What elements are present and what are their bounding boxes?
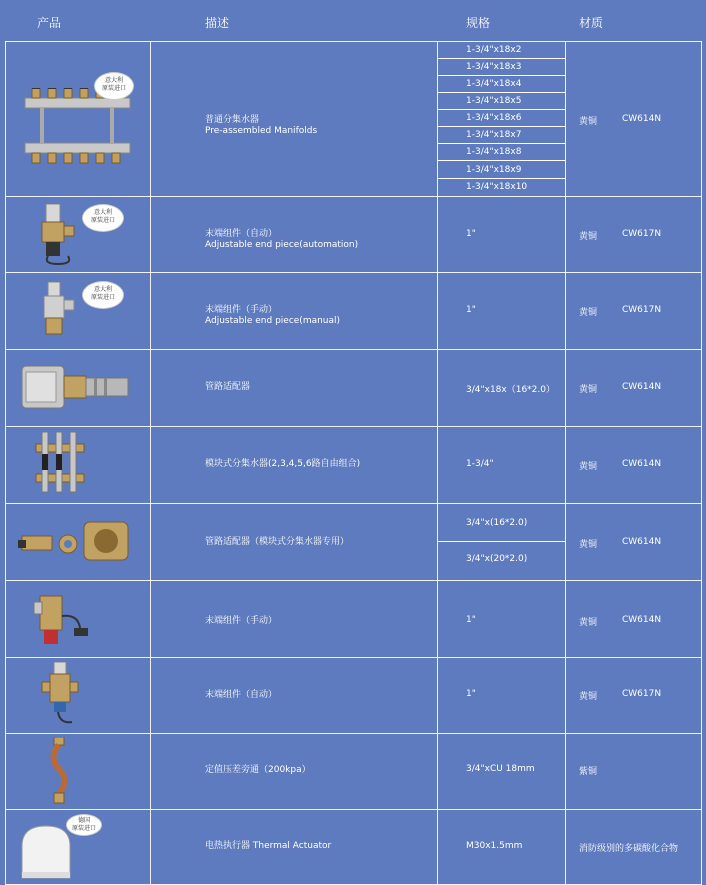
spec-value: 1-3/4"x18x6 [466,113,522,123]
material-cell [579,689,662,702]
row-divider [5,503,702,504]
spec-subdivider [437,58,565,59]
header-material: 材质 [579,16,604,30]
end-piece-manual-image [40,282,76,337]
spec-subdivider [437,92,565,93]
end-piece-manual-image [30,588,92,650]
spec-value: 1-3/4"x18x7 [466,130,522,140]
spec-subdivider [437,75,565,76]
row-divider [5,426,702,427]
material-code: CW614N [622,459,662,469]
material-cell [579,841,678,854]
col-divider [437,41,438,885]
spec-value: 1" [466,229,476,239]
desc-cn: 末端组件（手动） [205,305,278,315]
desc-cn: 电热执行器 Thermal Actuator [205,841,332,851]
material-cell [579,537,662,550]
desc-cn: 定值压差旁通（200kpa） [205,765,311,775]
spec-value: 1-3/4"x18x5 [466,96,522,106]
desc-en: Pre-assembled Manifolds [205,126,318,136]
material-name: 黄铜 [579,692,598,702]
spec-value: 3/4"x(16*2.0) [466,518,528,528]
desc-cn: 管路适配器 [205,382,251,392]
row-divider [5,733,702,734]
spec-value: 3/4"x(20*2.0) [466,554,528,564]
spec-subdivider [437,109,565,110]
row-divider [5,657,702,658]
end-piece-auto-image [40,662,90,726]
spec-value: 1" [466,615,476,625]
table-header [0,0,706,40]
material-cell [579,114,662,127]
desc-cn: 管路适配器（模块式分集水器专用） [205,537,350,547]
spec-subdivider [437,126,565,127]
spec-value: 3/4"x18x（16*2.0） [466,385,555,395]
col-divider [5,41,6,885]
spec-value: M30x1.5mm [466,841,523,851]
material-code: CW614N [622,114,662,124]
spec-value: 1-3/4"x18x3 [466,62,522,72]
row-divider [5,272,702,273]
col-divider [150,41,151,885]
material-name: 消防级别的多碳酸化合物 [579,844,679,854]
material-name: 黄铜 [579,117,598,127]
desc-cn: 末端组件（自动） [205,229,278,239]
spec-value: 1-3/4" [466,459,494,469]
material-name: 黄铜 [579,308,598,318]
material-cell [579,382,662,395]
import-badge: 意大利 原装进口 [94,72,134,100]
material-cell [579,305,662,318]
col-divider [701,41,702,885]
spec-subdivider [437,160,565,161]
desc-cn: 普通分集水器 [205,115,260,125]
material-name: 黄铜 [579,385,598,395]
header-product: 产品 [37,16,62,30]
desc-en: Adjustable end piece(automation) [205,240,359,250]
col-divider [565,41,566,885]
material-name: 紫铜 [579,767,598,777]
material-code: CW614N [622,537,662,547]
material-code: CW617N [622,229,662,239]
spec-subdivider [437,541,565,542]
row-divider [5,580,702,581]
desc-cn: 模块式分集水器(2,3,4,5,6路自由组合) [205,459,361,469]
material-code: CW617N [622,305,662,315]
material-name: 黄铜 [579,540,598,550]
row-divider [5,809,702,810]
row-divider [5,41,702,42]
modular-manifold-image [34,432,86,496]
material-name: 黄铜 [579,618,598,628]
spec-subdivider [437,178,565,179]
spec-value: 1" [466,305,476,315]
material-name: 黄铜 [579,232,598,242]
spec-subdivider [437,143,565,144]
material-code: CW614N [622,382,662,392]
modular-adapter-image [18,518,133,562]
material-cell [579,764,597,777]
import-badge: 意大利 原装进口 [82,281,124,309]
import-badge: 意大利 原装进口 [82,204,124,232]
material-cell [579,615,662,628]
bypass-pipe-image [44,737,74,805]
desc-cn: 末端组件（自动） [205,690,278,700]
spec-value: 3/4"xCU 18mm [466,764,535,774]
material-cell [579,459,662,472]
material-code: CW614N [622,615,662,625]
spec-value: 1-3/4"x18x10 [466,182,528,192]
header-description: 描述 [205,16,230,30]
spec-value: 1-3/4"x18x8 [466,147,522,157]
end-piece-auto-image [38,204,78,266]
header-spec: 规格 [466,16,491,30]
desc-en: Adjustable end piece(manual) [205,316,341,326]
spec-value: 1-3/4"x18x2 [466,45,522,55]
spec-value: 1-3/4"x18x9 [466,165,522,175]
desc-cn: 末端组件（手动） [205,616,278,626]
material-code: CW617N [622,689,662,699]
manifold-image [20,88,135,168]
material-cell [579,229,662,242]
row-divider [5,196,702,197]
spec-value: 1" [466,689,476,699]
import-badge: 德国 原装进口 [66,814,102,836]
material-name: 黄铜 [579,462,598,472]
spec-value: 1-3/4"x18x4 [466,79,522,89]
pipe-adapter-image [22,364,132,410]
row-divider [5,349,702,350]
